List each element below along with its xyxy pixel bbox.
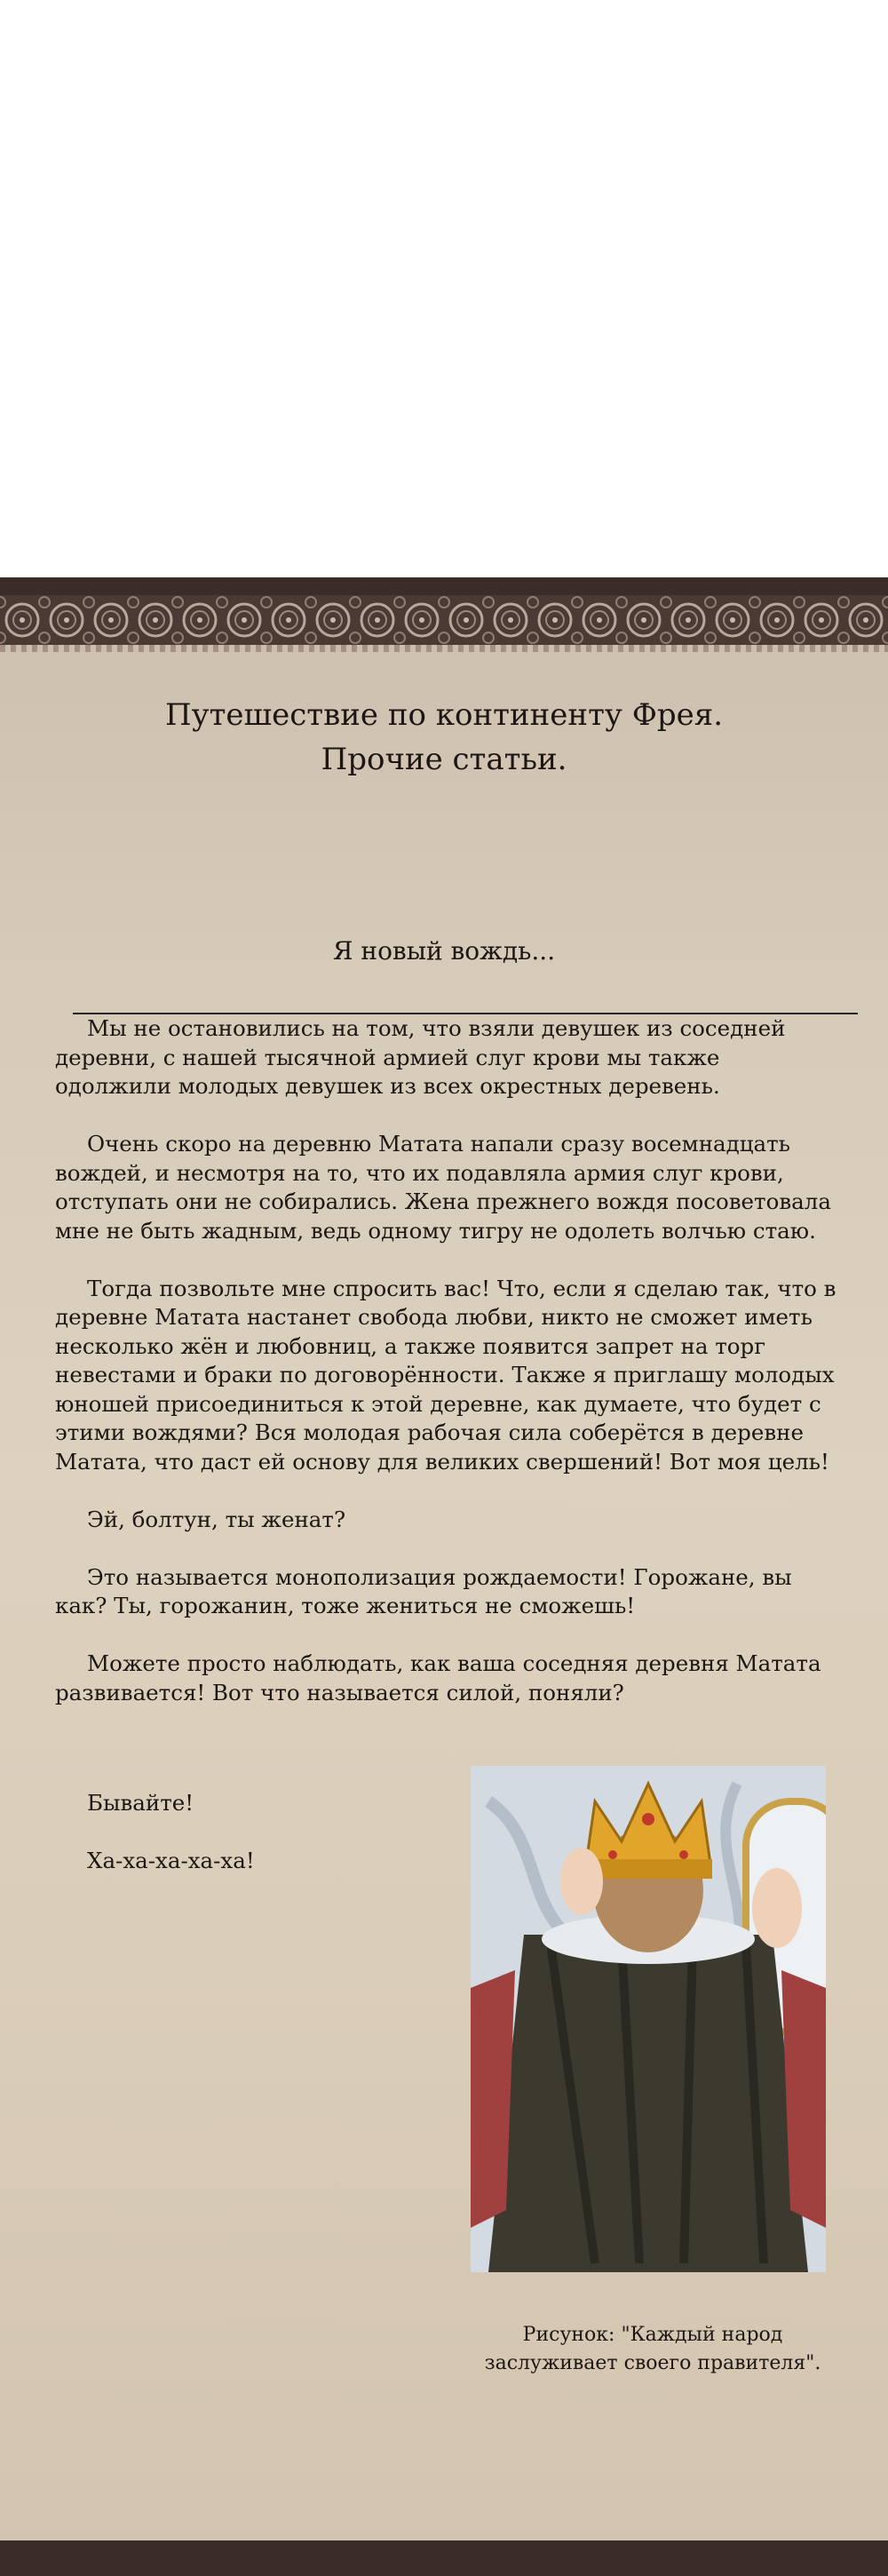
illustration-king-crown bbox=[471, 1766, 826, 2272]
paragraph-4: Эй, болтун, ты женат? bbox=[87, 1506, 346, 1532]
laughter-line: Ха-ха-ха-ха-ха! bbox=[87, 1848, 255, 1873]
figure-caption bbox=[462, 2321, 844, 2378]
paragraph-5: Это называется монополизация рождаемости! Горожане, вы как? Ты, горожанин, тоже жениться не сможешь! bbox=[55, 1563, 792, 1618]
article-body bbox=[55, 1014, 836, 1737]
paragraph-2: Очень скоро на деревню Матата напали сразу восемнадцать вождей, и несмотря на то, что их подавляла армия слуг крови, отступать они не собирались. Жена прежнего вождя посоветовала мне не быть жадным, ведь одному тигру не одолеть волчью стаю. bbox=[55, 1131, 831, 1244]
title-line-2: Прочие статьи. bbox=[321, 742, 567, 777]
lace-border-ornament bbox=[0, 595, 888, 645]
paragraph-3: Тогда позвольте мне спросить вас! Что, если я сделаю так, что в деревне Матата настанет свобода любви, никто не сможет иметь несколько жён и любовниц, а также появится запрет на торг невестами и браки по договорённости. Также я приглашу молодых юношей присоединиться к этой деревне, как думаете, что будет с этими вождями? Вся молодая рабочая сила соберётся в деревне Матата, что даст ей основу для великих свершений! Вот моя цель! bbox=[55, 1275, 836, 1475]
title-line-1: Путешествие по континенту Фрея. bbox=[164, 697, 724, 733]
bottom-border-band bbox=[0, 2540, 888, 2576]
article-page bbox=[0, 577, 888, 2576]
caption-line-2: заслуживает своего правителя". bbox=[484, 2352, 821, 2374]
paragraph-6: Можете просто наблюдать, как ваша соседняя деревня Матата развивается! Вот что называется силой, поняли? bbox=[55, 1650, 821, 1705]
paragraph-1: Мы не остановились на том, что взяли девушек из соседней деревни, с нашей тысячной армией слуг крови мы также одолжили молодых девушек из всех окрестных деревень. bbox=[55, 1015, 786, 1099]
article-subheading: Я новый вождь... bbox=[332, 936, 556, 966]
top-border-band bbox=[0, 577, 888, 595]
caption-line-1: Рисунок: "Каждый народ bbox=[522, 2324, 783, 2346]
blank-top-area bbox=[0, 0, 888, 577]
page-title bbox=[0, 693, 888, 782]
lace-edge-fringe bbox=[0, 645, 888, 652]
farewell-line: Бывайте! bbox=[87, 1790, 194, 1816]
